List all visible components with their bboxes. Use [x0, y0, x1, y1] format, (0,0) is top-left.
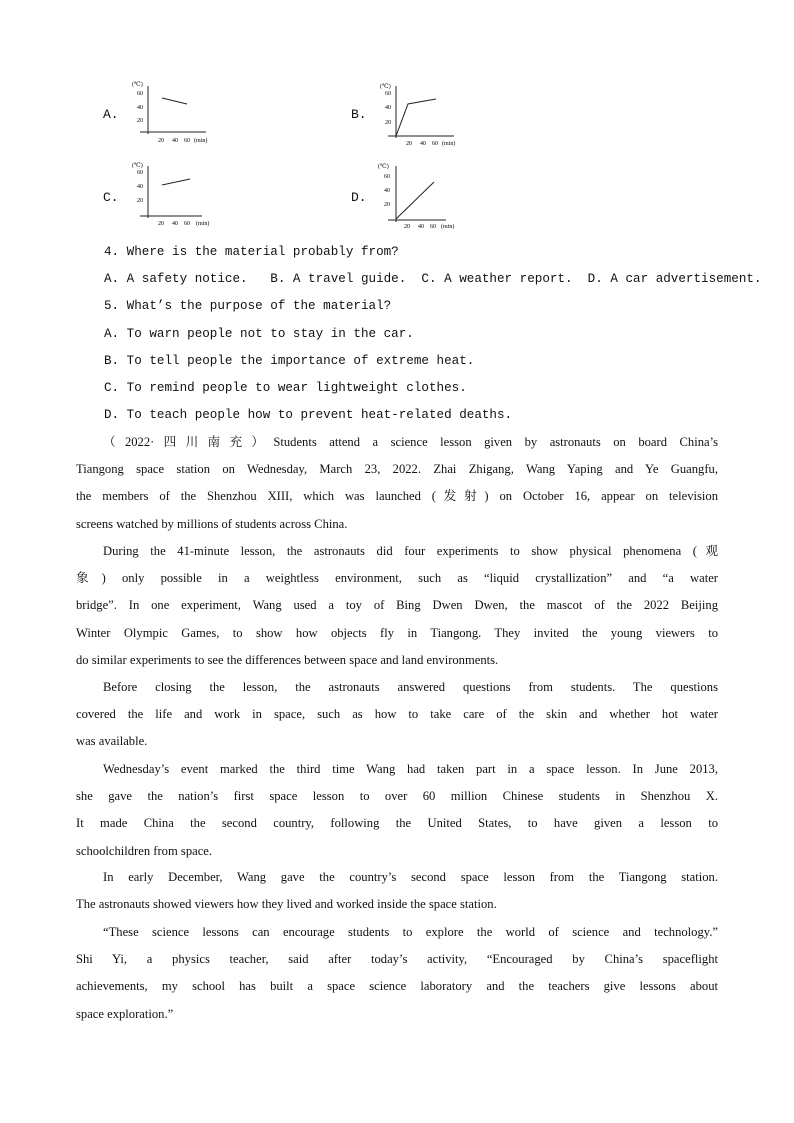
question-5-stem: 5. What’s the purpose of the material? — [104, 299, 392, 313]
paragraph-line: Tiangong space station on Wednesday, March 23, 2022. Zhai Zhigang, Wang Yaping and Ye Guangfu, — [76, 462, 718, 477]
paragraph-line: achievements, my school has built a space science laboratory and the teachers give lessons about — [76, 979, 718, 994]
graph-option-d — [366, 160, 466, 232]
question-4-stem: 4. Where is the material probably from? — [104, 245, 399, 259]
passage-paragraph-4 — [76, 756, 718, 865]
paragraph-line: Shi Yi, a physics teacher, said after today’s activity, “Encouraged by China’s spaceflight — [76, 952, 718, 967]
x-unit-label: (min) — [442, 141, 456, 147]
x-tick: 60 — [432, 141, 438, 147]
x-tick: 40 — [172, 221, 178, 227]
y-tick: 20 — [137, 118, 143, 124]
passage-paragraph-6 — [76, 919, 718, 1028]
paragraph-line: （2022·四川南充）Students attend a science lesson given by astronauts on board China’s — [103, 435, 718, 449]
y-tick: 60 — [137, 91, 143, 97]
y-tick: 20 — [384, 202, 390, 208]
option-b-label: B. — [351, 107, 367, 122]
y-unit-label: (℃) — [378, 164, 389, 170]
y-tick: 60 — [137, 170, 143, 176]
x-tick: 60 — [430, 224, 436, 230]
paragraph-line: 象) only possible in a weightless environment, such as “liquid crystallization” and “a water — [76, 571, 718, 586]
paragraph-line: schoolchildren from space. — [76, 843, 213, 858]
y-tick: 40 — [384, 188, 390, 194]
y-tick: 40 — [137, 105, 143, 111]
y-tick: 60 — [385, 91, 391, 97]
question-5-option-b: B. To tell people the importance of extreme heat. — [104, 354, 475, 368]
temperature-line — [162, 98, 187, 104]
y-tick: 20 — [137, 198, 143, 204]
x-tick: 40 — [420, 141, 426, 147]
question-5-option-a: A. To warn people not to stay in the car. — [104, 327, 414, 341]
graph-option-c — [118, 160, 218, 228]
paragraph-line: “These science lessons can encourage students to explore the world of science and technology.” — [103, 925, 718, 939]
x-tick: 60 — [184, 138, 190, 144]
passage-paragraph-3 — [76, 674, 718, 756]
x-tick: 20 — [158, 221, 164, 227]
x-tick: 20 — [158, 138, 164, 144]
x-tick: 60 — [184, 221, 190, 227]
question-4-options: A. A safety notice. B. A travel guide. C. A weather report. D. A car advertisement. — [104, 272, 762, 286]
paragraph-line: she gave the nation’s first space lesson to over 60 million Chinese students in Shenzhou X. — [76, 789, 718, 804]
paragraph-line: Wednesday’s event marked the third time Wang had taken part in a space lesson. In June 2013, — [103, 762, 718, 776]
x-tick: 40 — [172, 138, 178, 144]
paragraph-line: the members of the Shenzhou XIII, which was launched (发射) on October 16, appear on television — [76, 489, 718, 504]
paragraph-line: It made China the second country, following the United States, to have given a lesson to — [76, 816, 718, 831]
option-c-label: C. — [103, 190, 119, 205]
paragraph-line: space exploration.” — [76, 1006, 174, 1021]
paragraph-line: Before closing the lesson, the astronauts answered questions from students. The questions — [103, 680, 718, 694]
passage-paragraph-2 — [76, 538, 718, 674]
question-5-option-c: C. To remind people to wear lightweight clothes. — [104, 381, 467, 395]
y-tick: 40 — [137, 184, 143, 190]
paragraph-line: screens watched by millions of students across China. — [76, 516, 348, 531]
x-tick: 20 — [404, 224, 410, 230]
x-tick: 40 — [418, 224, 424, 230]
temperature-line — [162, 179, 190, 185]
x-unit-label: (min) — [441, 224, 455, 230]
graph-option-a — [118, 80, 218, 148]
x-unit-label: (min) — [194, 138, 208, 144]
passage-paragraph-1 — [76, 429, 718, 538]
paragraph-line: Winter Olympic Games, to show how objects fly in Tiangong. They invited the young viewers to — [76, 625, 718, 640]
y-unit-label: (℃) — [132, 82, 143, 88]
paragraph-line: bridge”. In one experiment, Wang used a toy of Bing Dwen Dwen, the mascot of the 2022 Beijing — [76, 598, 718, 613]
x-tick: 20 — [406, 141, 412, 147]
passage-paragraph-5 — [76, 864, 718, 918]
temperature-line — [396, 99, 436, 136]
question-5-option-d: D. To teach people how to prevent heat-related deaths. — [104, 408, 513, 422]
y-unit-label: (℃) — [380, 84, 391, 90]
y-tick: 40 — [385, 105, 391, 111]
option-a-label: A. — [103, 107, 119, 122]
paragraph-line: was available. — [76, 734, 148, 749]
y-unit-label: (℃) — [132, 163, 143, 169]
graph-option-b — [366, 80, 466, 148]
paragraph-line: During the 41-minute lesson, the astronauts did four experiments to show physical phenomena (观 — [103, 544, 718, 558]
y-tick: 60 — [384, 174, 390, 180]
temperature-line — [396, 182, 434, 219]
y-tick: 20 — [385, 120, 391, 126]
x-unit-label: (min) — [196, 221, 210, 227]
paragraph-line: In early December, Wang gave the country’s second space lesson from the Tiangong station. — [103, 870, 718, 884]
paragraph-line: do similar experiments to see the differences between space and land environments. — [76, 652, 499, 667]
option-d-label: D. — [351, 190, 367, 205]
paragraph-line: covered the life and work in space, such as how to take care of the skin and whether hot water — [76, 707, 718, 722]
paragraph-line: The astronauts showed viewers how they lived and worked inside the space station. — [76, 897, 497, 912]
